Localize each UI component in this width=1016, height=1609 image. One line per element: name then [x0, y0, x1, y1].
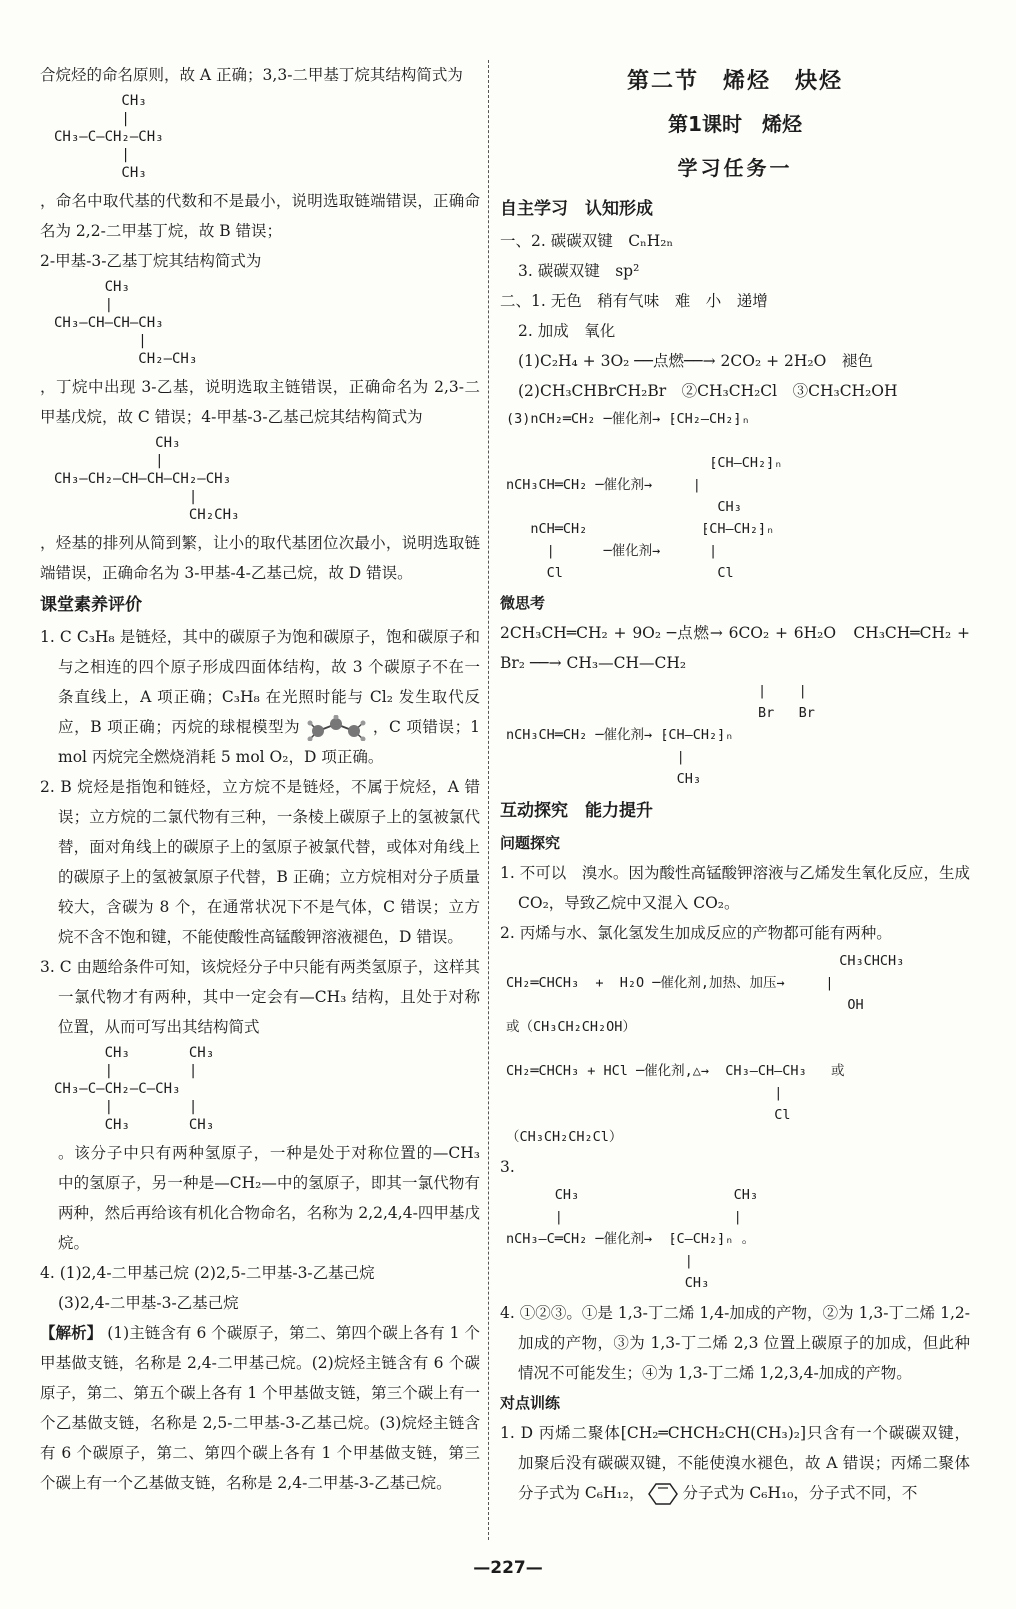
paragraph: 合烷烃的命名原则，故 A 正确；3,3-二甲基丁烷其结构简式为	[40, 66, 463, 84]
answer-2: 2. B 烷烃是指饱和链烃，立方烷不是链烃，不属于烷烃，A 错误；立方烷的二氯代物有三种，一条棱上碳原子上的氢被氯代替，面对角线上的碳原子上的氢原子被氯代替，或体对角线上的碳原子上的氢被氯原子代替，B 正确；立方烷相对分子质量较大，含碳为 8 个，在通常状况下不是气体，C 错误；立方烷不含不饱和键，不能使酸性高锰酸钾溶液褪色，D 错误。	[40, 778, 480, 946]
cyclohexene-icon	[648, 1482, 678, 1506]
answer-3-continued: 。该分子中只有两种氢原子，一种是处于对称位置的—CH₃ 中的氢原子，另一种是—CH₂—中的氢原子，即其一氯代物有两种，然后再给该有机化合物命名，名称为 2,2,4,4-四甲基戊烷。	[58, 1144, 480, 1252]
structural-formula: CH₃ | CH₃—CH—CH—CH₃ | CH₂—CH₃	[54, 279, 198, 367]
equation: (1)C₂H₄ + 3O₂ ──点燃──→ 2CO₂ + 2H₂O 褪色	[518, 352, 873, 370]
answer-4: 4. (1)2,4-二甲基己烷 (2)2,5-二甲基-3-乙基己烷	[40, 1264, 375, 1282]
answer-text: 1. C C₃H₈ 是链烃，其中的碳原子为饱和碳原子，饱和碳原子和与之相连的四个原子形成四面体结构，故 3 个碳原子不在一条直线上，A 项正确；C₃H₈ 在光照时能与 Cl₂ 发生取代反应，B 项正确；丙烷的球棍模型为	[40, 628, 480, 736]
polymerization-equations: (3)nCH₂═CH₂ ─催化剂→ ⁅CH₂—CH₂⁆ₙ ⁅CH—CH₂⁆ₙ nCH₃CH═CH₂ ─催化剂→ | CH₃ nCH═CH₂ ⁅CH—CH₂⁆ₙ | ─催化剂→ | Cl Cl	[506, 411, 783, 581]
training-text: 1. D 丙烯二聚体[CH₂═CHCH₂CH(CH₃)₂]只含有一个碳碳双键，加聚后没有碳碳双键，不能使溴水褪色，故 A 错误；丙烯二聚体分子式为 C₆H₁₂，	[500, 1424, 970, 1502]
structural-formula: CH₃ | CH₃—C—CH₂—CH₃ | CH₃	[54, 93, 164, 181]
section-title: 第二节 烯烃 炔烃	[626, 69, 843, 94]
problem-2: 2. 丙烯与水、氯化氢发生加成反应的产物都可能有两种。	[500, 924, 892, 942]
line: 3. 碳碳双键 sp²	[518, 262, 640, 280]
line: 二、1. 无色 稍有气味 难 小 递增	[500, 292, 768, 310]
paragraph: 2-甲基-3-乙基丁烷其结构简式为	[40, 252, 262, 270]
equation: 2CH₃CH═CH₂ + 9O₂ ─点燃→ 6CO₂ + 6H₂O CH₃CH═CH₂ + Br₂ ──→ CH₃—CH—CH₂	[500, 624, 970, 672]
equation: (2)CH₃CHBrCH₂Br ②CH₃CH₂Cl ③CH₃CH₂OH	[518, 382, 898, 400]
problem-3: 3.	[500, 1158, 515, 1176]
answer-text: ，C 项错误；1 mol 丙烷完全燃烧消耗 5 mol O₂，D 项正确。	[58, 718, 480, 766]
heading-training: 对点训练	[500, 1394, 561, 1412]
answer-1	[40, 622, 480, 772]
line: 2. 加成 氧化	[518, 322, 616, 340]
paragraph: ，命名中取代基的代数和不是最小，说明选取链端错误，正确命名为 2,2-二甲基丁烷，故 B 错误；	[40, 192, 480, 240]
lesson-title: 第1课时 烯烃	[668, 112, 802, 136]
analysis	[40, 1318, 480, 1498]
ball-stick-model-icon	[306, 715, 366, 741]
heading-micro-thinking: 微思考	[500, 594, 546, 612]
page-number: —227—	[473, 1558, 543, 1578]
training-text: 分子式为 C₆H₁₀，分子式不同，不	[682, 1484, 918, 1502]
paragraph: ，丁烷中出现 3-乙基，说明选取主链错误，正确命名为 2,3-二甲基戊烷，故 C 错误；4-甲基-3-乙基己烷其结构简式为	[40, 378, 480, 426]
heading-interactive: 互动探究 能力提升	[500, 801, 653, 821]
problem-1: 1. 不可以 溴水。因为酸性高锰酸钾溶液与乙烯发生氧化反应，生成 CO₂，导致乙烷中又混入 CO₂。	[500, 864, 970, 912]
polymerization-equation: CH₃ CH₃ | | nCH₃—C═CH₂ ─催化剂→ ⁅C—CH₂⁆ₙ 。 | CH₃	[506, 1187, 758, 1291]
addition-equations: | | Br Br nCH₃CH═CH₂ ─催化剂→ ⁅CH—CH₂⁆ₙ | CH₃	[506, 683, 815, 787]
right-column	[500, 60, 970, 1539]
structural-formula: CH₃ CH₃ | | CH₃—C—CH₂—C—CH₃ | | CH₃ CH₃	[54, 1045, 215, 1133]
structural-formula: CH₃ | CH₃—CH₂—CH—CH—CH₂—CH₃ | CH₂CH₃	[54, 435, 240, 523]
analysis-tag: 【解析】	[40, 1324, 103, 1342]
problem-4: 4. ①②③。①是 1,3-丁二烯 1,4-加成的产物，②为 1,3-丁二烯 1,2-加成的产物，③为 1,3-丁二烯 2,3 位置上碳原子的加成，但此种情况不可能发生；④为 1,3-丁二烯 1,2,3,4-加成的产物。	[500, 1304, 970, 1382]
addition-equations: CH₃CHCH₃ CH₂═CHCH₃ + H₂O ─催化剂,加热、加压→ | OH 或（CH₃CH₂CH₂OH） CH₂═CHCH₃ + HCl ─催化剂,△→ CH₃—CH—CH₃ 或 | Cl （CH₃CH₂CH₂Cl）	[506, 953, 905, 1145]
answer-4-part3: (3)2,4-二甲基-3-乙基己烷	[58, 1294, 239, 1312]
paragraph: ，烃基的排列从简到繁，让小的取代基团位次最小，说明选取链端错误，正确命名为 3-甲基-4-乙基己烷，故 D 错误。	[40, 534, 480, 582]
task-title: 学习任务一	[677, 156, 793, 180]
line: 一、2. 碳碳双键 CₙH₂ₙ	[500, 232, 674, 250]
column-divider	[488, 60, 489, 1540]
training-1	[500, 1418, 970, 1508]
heading-problem-explore: 问题探究	[500, 834, 561, 852]
answer-3: 3. C 由题给条件可知，该烷烃分子中只能有两类氢原子，这样其一氯代物才有两种，其中一定会有—CH₃ 结构，且处于对称位置，从而可写出其结构简式	[40, 958, 480, 1036]
analysis-text: (1)主链含有 6 个碳原子，第二、第四个碳上各有 1 个甲基做支链，名称是 2,4-二甲基己烷。(2)烷烃主链含有 6 个碳原子，第二、第五个碳上各有 1 个甲基做支链，第三个碳上有一个乙基做支链，名称是 2,5-二甲基-3-乙基己烷。(3)烷烃主链含有 6 个碳原子，第二、第四个碳上各有 1 个甲基做支链，第三个碳上有一个乙基做支链，名称是 2,4-二甲基-3-乙基己烷。	[40, 1324, 480, 1492]
left-column	[40, 60, 480, 1539]
heading-self-study: 自主学习 认知形成	[500, 199, 653, 219]
heading-classroom-evaluation: 课堂素养评价	[40, 595, 142, 615]
